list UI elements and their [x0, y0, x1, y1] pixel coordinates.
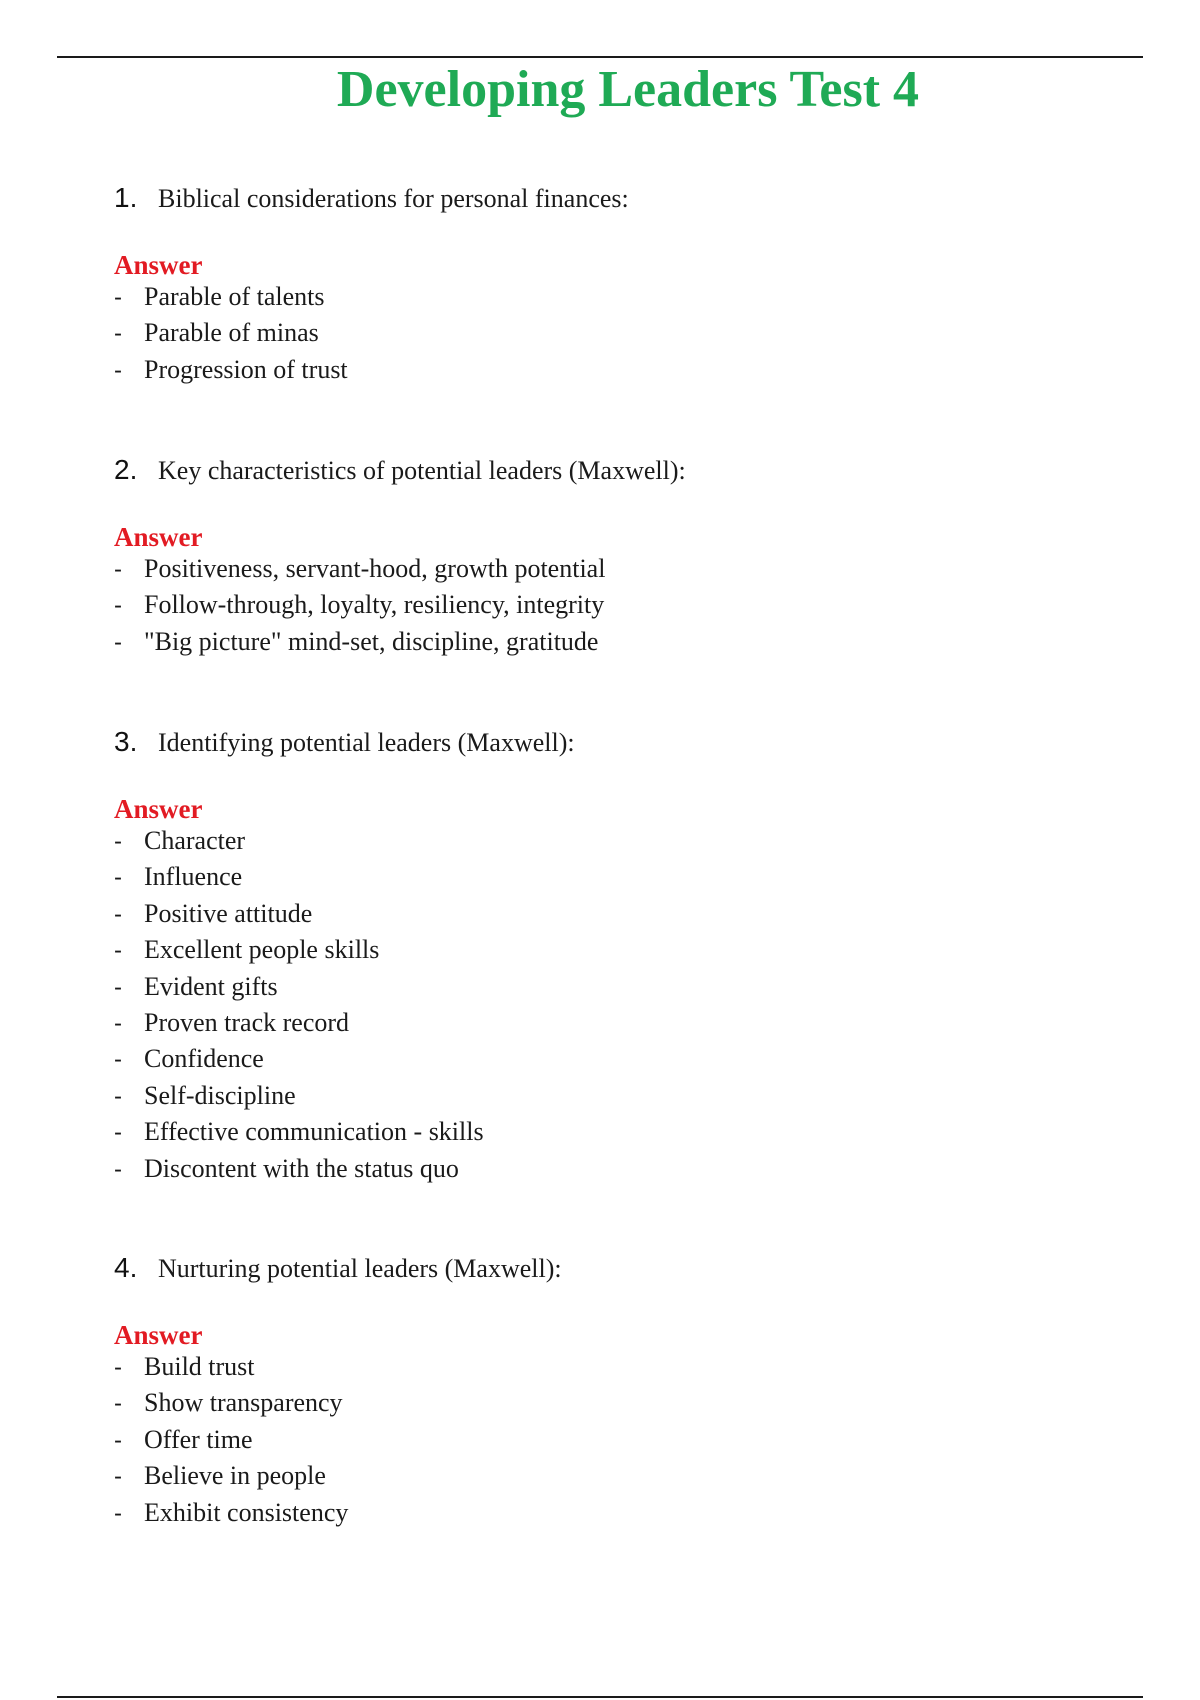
list-item — [114, 1425, 1114, 1461]
answer-text: Character — [144, 826, 246, 855]
dash-bullet: - — [114, 828, 122, 855]
dash-bullet: - — [114, 864, 122, 892]
question-number: 1. — [114, 182, 138, 213]
answer-text: Show transparency — [144, 1388, 343, 1418]
dash-bullet: - — [114, 1082, 122, 1110]
list-item — [114, 355, 1114, 391]
answer-text: Effective communication - skills — [144, 1117, 484, 1147]
question-text: Biblical considerations for personal finances: — [158, 184, 629, 213]
dash-bullet: - — [114, 1354, 122, 1381]
dash-bullet: - — [114, 1426, 122, 1454]
answer-text: Build trust — [144, 1352, 255, 1381]
answer-text: Progression of trust — [144, 354, 348, 384]
list-item — [114, 1044, 1114, 1080]
answer-text: Follow-through, loyalty, resiliency, integrity — [144, 590, 605, 620]
question-2 — [114, 454, 1114, 663]
answer-text: Excellent people skills — [144, 935, 380, 965]
list-item — [114, 1081, 1114, 1117]
dash-bullet: - — [114, 1499, 122, 1527]
answer-text: Confidence — [144, 1044, 264, 1074]
answer-label: Answer — [114, 794, 203, 824]
answer-list — [114, 826, 1114, 1190]
question-3 — [114, 726, 1114, 1190]
dash-bullet: - — [114, 1009, 122, 1037]
answer-text: Believe in people — [144, 1461, 326, 1491]
question-text: Nurturing potential leaders (Maxwell): — [158, 1254, 562, 1283]
dash-bullet: - — [114, 356, 122, 384]
answer-text: Discontent with the status quo — [144, 1153, 459, 1183]
answer-text: Offer time — [144, 1424, 253, 1454]
answer-text: Parable of minas — [144, 318, 319, 348]
dash-bullet: - — [114, 937, 122, 965]
answer-label: Answer — [114, 250, 203, 280]
dash-bullet: - — [114, 284, 122, 311]
question-text: Key characteristics of potential leaders (Maxwell): — [158, 456, 686, 485]
question-text: Identifying potential leaders (Maxwell): — [158, 728, 575, 757]
list-item — [114, 1461, 1114, 1497]
question-line — [114, 182, 1114, 222]
dash-bullet: - — [114, 320, 122, 348]
list-item — [114, 935, 1114, 971]
list-item — [114, 1352, 1114, 1388]
question-line — [114, 454, 1114, 494]
dash-bullet: - — [114, 1046, 122, 1074]
question-4 — [114, 1252, 1114, 1534]
list-item — [114, 972, 1114, 1008]
list-item — [114, 1388, 1114, 1424]
dash-bullet: - — [114, 973, 122, 1001]
dash-bullet: - — [114, 1463, 122, 1491]
question-number: 4. — [114, 1252, 138, 1283]
list-item — [114, 1498, 1114, 1534]
list-item — [114, 862, 1114, 898]
dash-bullet: - — [114, 1119, 122, 1147]
dash-bullet: - — [114, 592, 122, 620]
list-item — [114, 282, 1114, 318]
dash-bullet: - — [114, 900, 122, 928]
question-number: 3. — [114, 726, 138, 757]
dash-bullet: - — [114, 1155, 122, 1183]
dash-bullet: - — [114, 1390, 122, 1418]
question-1 — [114, 182, 1114, 391]
question-number: 2. — [114, 454, 138, 485]
page-title: Developing Leaders Test 4 — [336, 61, 920, 118]
list-item — [114, 1154, 1114, 1190]
dash-bullet: - — [114, 556, 122, 583]
question-line — [114, 726, 1114, 766]
answer-text: Proven track record — [144, 1007, 350, 1037]
list-item — [114, 1008, 1114, 1044]
list-item — [114, 554, 1114, 590]
answer-text: Exhibit consistency — [144, 1497, 349, 1527]
answer-text: "Big picture" mind-set, discipline, gratitude — [144, 626, 599, 656]
answer-text: Positive attitude — [144, 898, 313, 928]
list-item — [114, 1117, 1114, 1153]
dash-bullet: - — [114, 628, 122, 656]
list-item — [114, 318, 1114, 354]
answer-list — [114, 1352, 1114, 1534]
answer-list — [114, 282, 1114, 391]
answer-text: Self-discipline — [144, 1080, 296, 1110]
answer-text: Positiveness, servant-hood, growth potential — [144, 554, 606, 583]
list-item — [114, 899, 1114, 935]
answer-list — [114, 554, 1114, 663]
list-item — [114, 627, 1114, 663]
bottom-rule — [57, 1696, 1143, 1698]
answer-text: Influence — [144, 862, 243, 892]
question-line — [114, 1252, 1114, 1292]
answer-text: Evident gifts — [144, 971, 278, 1001]
answer-label: Answer — [114, 522, 203, 552]
answer-text: Parable of talents — [144, 282, 325, 311]
list-item — [114, 590, 1114, 626]
list-item — [114, 826, 1114, 862]
answer-label: Answer — [114, 1320, 203, 1350]
